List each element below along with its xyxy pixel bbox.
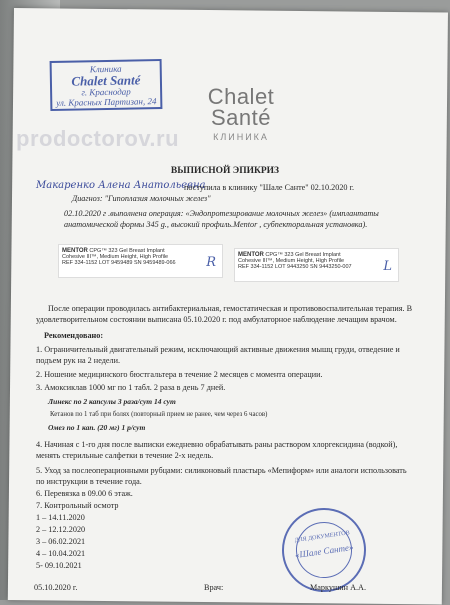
visit-item: 4 – 10.04.2021 (36, 549, 86, 558)
clinic-logo (196, 86, 286, 142)
implant-model: CPG™ 323 Gel Breast Implant (89, 248, 165, 254)
doctor-label: Врач: (204, 583, 224, 592)
drug-linex: Линекс по 2 капсулы 3 раза/сут 14 сут (48, 397, 176, 406)
implant-label-right: MENTOR CPG™ 323 Gel Breast Implant Cohesive III™, Medium Height, High Profile REF 334-1152 LOT 9459489 SN 9459489-066 R (58, 244, 223, 278)
visit-item: 5- 09.10.2021 (36, 561, 82, 570)
logo-text: Santé (211, 105, 271, 130)
visit-item: 2 – 12.12.2020 (36, 525, 86, 534)
recommendation-3: 3. Амоксиклав 1000 мг по 1 табл. 2 раза в день 7 дней. (36, 383, 226, 392)
drug-omez: Омез по 1 кап. (20 мг) 1 р/сут (48, 423, 146, 432)
recommendation-6: 6. Перевязка в 09.00 6 этаж. (36, 489, 133, 498)
recommendation-1: 1. Ограничительный двигательный режим, исключающий активные движения мышц груди, отведение и подъем рук на 2 недели. (36, 345, 400, 365)
recommendation-2: 2. Ношение медицинского бюстгальтера в течение 2 месяцев с момента операции. (36, 370, 323, 379)
recommendation-4: 4. Начиная с 1-го дня после выписки ежедневно обрабатывать раны раствором хлоргексидина (водкой), менять стерильные салфетки в течение 2-х недель. (36, 440, 398, 460)
logo-text: Chalet (207, 84, 275, 109)
drug-ketanov: Кетанов по 1 таб при болях (повторный прием не ранее, чем через 6 часов) (50, 411, 268, 418)
visit-list (36, 512, 85, 572)
document-title: ВЫПИСНОЙ ЭПИКРИЗ (170, 166, 280, 176)
implant-lot: 9459489 (111, 260, 133, 266)
implant-ref: 334-1152 (74, 260, 98, 266)
watermark: prodoctorov.ru (16, 126, 180, 151)
implant-model: CPG™ 323 Gel Breast Implant (265, 252, 341, 258)
footer-date: 05.10.2020 г. (34, 583, 78, 592)
stamp-line: ул. Красных Партизан, 24 (56, 96, 157, 108)
stamp-line: Клиника (89, 63, 122, 75)
handwritten-mark: L (383, 259, 392, 274)
stamp-text: ДЛЯ ДОКУМЕНТОВ (294, 530, 351, 544)
implant-brand: MENTOR (238, 252, 264, 258)
visit-item: 1 – 14.11.2020 (36, 513, 85, 522)
implant-lot: 9443250 (287, 264, 309, 270)
operation-text: 02.10.2020 г .выполнена операция: «Эндопротезирование молочных желез» (имплантаты анатомической формы 345 g., высокий профиль.Mentor , субпекторальная установка). (64, 209, 379, 229)
admission-text: поступила в клинику "Шале Санте" 02.10.2020 г. (184, 183, 355, 192)
postop-text: После операции проводилась антибактериальная, гемостатическая и противовоспалительная терапия. В удовлетворительном состоянии выписана 05.10.2020 г. под амбулаторное наблюдение лечащим врачом. (36, 304, 413, 324)
recommended-heading: Рекомендовано: (44, 331, 104, 340)
doctor-name: Маркушин А.А. (310, 583, 366, 592)
recommendation-5: 5. Уход за послеоперационными рубцами: силиконовый пластырь «Мепиформ» или аналоги использовать по инструкции в течение года. (36, 466, 407, 486)
implant-sn: SN 9443250-007 (309, 264, 352, 270)
implant-brand: MENTOR (62, 248, 88, 254)
implant-ref: 334-1152 (250, 264, 274, 270)
visit-item: 3 – 06.02.2021 (36, 537, 86, 546)
recommendation-7: 7. Контрольный осмотр (36, 501, 119, 510)
patient-name: Макаренко Алена Анатольевна (36, 180, 206, 191)
diagnosis: Диагноз: "Гипоплазия молочных желез" (72, 194, 211, 203)
implant-sn: SN 9459489-066 (133, 260, 176, 266)
stamp-text: «Шале Санте» (294, 541, 354, 561)
handwritten-mark: R (206, 255, 216, 270)
implant-label-left: MENTOR CPG™ 323 Gel Breast Implant Cohesive III™, Medium Height, High Profile REF 334-1152 LOT 9443250 SN 9443250-007 L (234, 248, 399, 282)
stamp-clinic-name: Chalet Santé (71, 72, 141, 89)
implant-desc: Cohesive III™, Medium Height, High Profile (238, 258, 345, 264)
stamp-line: г. Краснодар (81, 86, 131, 98)
implant-desc: Cohesive III™, Medium Height, High Profile (62, 254, 169, 260)
clinic-stamp (50, 59, 163, 111)
logo-subtitle: КЛИНИКА (213, 132, 269, 142)
